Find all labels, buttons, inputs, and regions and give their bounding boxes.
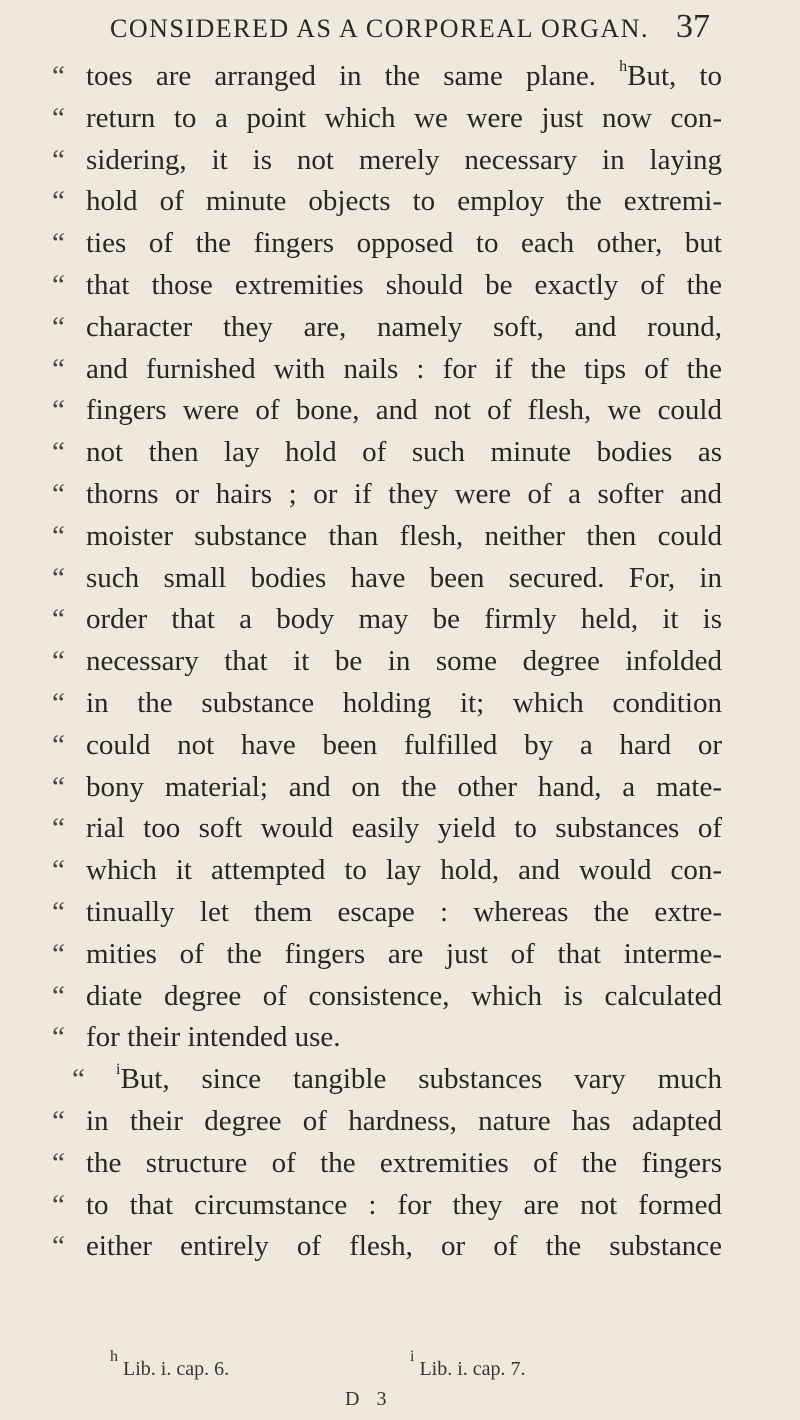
text-line bbox=[52, 934, 722, 976]
page-number: 37 bbox=[676, 8, 710, 45]
quote-mark: “ bbox=[52, 60, 65, 92]
text-line bbox=[52, 181, 722, 223]
line-text: return to a point which we were just now con- bbox=[86, 101, 722, 134]
line-text: order that a body may be firmly held, it is bbox=[86, 603, 722, 636]
quote-mark: “ bbox=[52, 185, 65, 218]
text-line bbox=[52, 265, 722, 307]
text-line bbox=[52, 98, 722, 140]
text-line bbox=[52, 474, 722, 516]
text-line bbox=[52, 976, 722, 1018]
quote-mark: “ bbox=[52, 770, 65, 803]
footnote-reference: h bbox=[619, 58, 628, 75]
quote-mark: “ bbox=[52, 854, 65, 887]
quote-mark: “ bbox=[52, 436, 65, 469]
quote-mark: “ bbox=[52, 937, 65, 970]
text-line bbox=[52, 1226, 722, 1268]
quote-mark: “ bbox=[52, 686, 65, 719]
quote-mark: “ bbox=[52, 561, 65, 594]
line-text: toes are arranged in the same plane. bbox=[86, 60, 620, 92]
quote-mark: “ bbox=[52, 979, 65, 1012]
text-line bbox=[52, 1185, 722, 1227]
line-text: sidering, it is not merely necessary in laying bbox=[86, 143, 722, 176]
line-text: for their intended use. bbox=[86, 1021, 341, 1054]
text-line bbox=[52, 1017, 722, 1059]
quote-mark: “ bbox=[52, 519, 65, 552]
quote-mark: “ bbox=[52, 227, 65, 260]
quote-mark: “ bbox=[52, 645, 65, 678]
text-line bbox=[52, 1059, 722, 1101]
footnote-i bbox=[410, 1348, 526, 1381]
line-text: which it attempted to lay hold, and would con- bbox=[86, 854, 722, 887]
line-text: rial too soft would easily yield to substances of bbox=[86, 812, 722, 845]
quote-mark: “ bbox=[52, 728, 65, 761]
line-text: such small bodies have been secured. For, in bbox=[86, 561, 722, 594]
text-line bbox=[52, 808, 722, 850]
line-text: fingers were of bone, and not of flesh, we could bbox=[86, 394, 722, 427]
line-text: the structure of the extremities of the fingers bbox=[86, 1146, 722, 1179]
quote-mark: “ bbox=[52, 1104, 65, 1137]
quote-mark: “ bbox=[72, 1063, 85, 1096]
page-header bbox=[0, 8, 800, 54]
line-text: ties of the fingers opposed to each other, but bbox=[86, 227, 722, 260]
line-text-after-reference: But, since tangible substances vary much bbox=[120, 1063, 722, 1096]
quote-mark: “ bbox=[52, 310, 65, 343]
footnote-reference: i bbox=[116, 1061, 121, 1079]
line-text: bony material; and on the other hand, a mate- bbox=[86, 770, 722, 803]
text-line bbox=[52, 558, 722, 600]
line-text: and furnished with nails : for if the tips of the bbox=[86, 352, 722, 385]
quote-mark: “ bbox=[52, 1188, 65, 1221]
signature-mark: D 3 bbox=[345, 1388, 393, 1410]
text-line bbox=[52, 349, 722, 391]
text-line bbox=[52, 683, 722, 725]
line-text: moister substance than flesh, neither then could bbox=[86, 519, 722, 552]
line-text: character they are, namely soft, and round, bbox=[86, 310, 722, 343]
line-text: that those extremities should be exactly of the bbox=[86, 268, 722, 301]
text-line bbox=[52, 1143, 722, 1185]
footnotes bbox=[110, 1348, 710, 1385]
footnote-h-text: Lib. i. cap. 6. bbox=[123, 1358, 230, 1380]
text-line bbox=[52, 599, 722, 641]
line-text: either entirely of flesh, or of the substance bbox=[86, 1230, 722, 1263]
line-text: in their degree of hardness, nature has adapted bbox=[86, 1104, 722, 1137]
text-line bbox=[52, 56, 722, 98]
quote-mark: “ bbox=[52, 143, 65, 176]
line-text: diate degree of consistence, which is calculated bbox=[86, 979, 722, 1012]
footnote-i-marker: i bbox=[410, 1348, 415, 1365]
text-line bbox=[52, 1101, 722, 1143]
text-line bbox=[52, 641, 722, 683]
line-text: hold of minute objects to employ the extremi- bbox=[86, 185, 722, 218]
quote-mark: “ bbox=[52, 477, 65, 510]
quote-mark: “ bbox=[52, 1230, 65, 1263]
text-line bbox=[52, 140, 722, 182]
text-line bbox=[52, 223, 722, 265]
line-text: not then lay hold of such minute bodies as bbox=[86, 436, 722, 469]
line-text-after-reference: But, to bbox=[627, 60, 722, 92]
quote-mark: “ bbox=[52, 352, 65, 385]
text-line bbox=[52, 892, 722, 934]
text-line bbox=[52, 767, 722, 809]
quote-mark: “ bbox=[52, 1021, 65, 1054]
line-text: mities of the fingers are just of that interme- bbox=[86, 937, 722, 970]
running-head: CONSIDERED AS A CORPOREAL ORGAN. bbox=[110, 14, 649, 43]
text-line bbox=[52, 516, 722, 558]
footnote-i-text: Lib. i. cap. 7. bbox=[419, 1358, 526, 1380]
quote-mark: “ bbox=[52, 1146, 65, 1179]
quote-mark: “ bbox=[52, 394, 65, 427]
line-text: thorns or hairs ; or if they were of a softer and bbox=[86, 477, 722, 510]
body-text bbox=[52, 56, 722, 1268]
line-text: could not have been fulfilled by a hard or bbox=[86, 728, 722, 761]
text-line bbox=[52, 307, 722, 349]
line-text: necessary that it be in some degree infolded bbox=[86, 645, 722, 678]
quote-mark: “ bbox=[52, 101, 65, 134]
text-line bbox=[52, 725, 722, 767]
line-text: to that circumstance : for they are not formed bbox=[86, 1188, 722, 1221]
line-text: tinually let them escape : whereas the extre- bbox=[86, 895, 722, 928]
quote-mark: “ bbox=[52, 895, 65, 928]
footnote-h bbox=[110, 1348, 230, 1381]
text-line bbox=[52, 850, 722, 892]
text-line bbox=[52, 390, 722, 432]
text-line bbox=[52, 432, 722, 474]
footnote-h-marker: h bbox=[110, 1348, 118, 1365]
quote-mark: “ bbox=[52, 268, 65, 301]
quote-mark: “ bbox=[52, 603, 65, 636]
line-text: in the substance holding it; which condition bbox=[86, 686, 722, 719]
quote-mark: “ bbox=[52, 812, 65, 845]
